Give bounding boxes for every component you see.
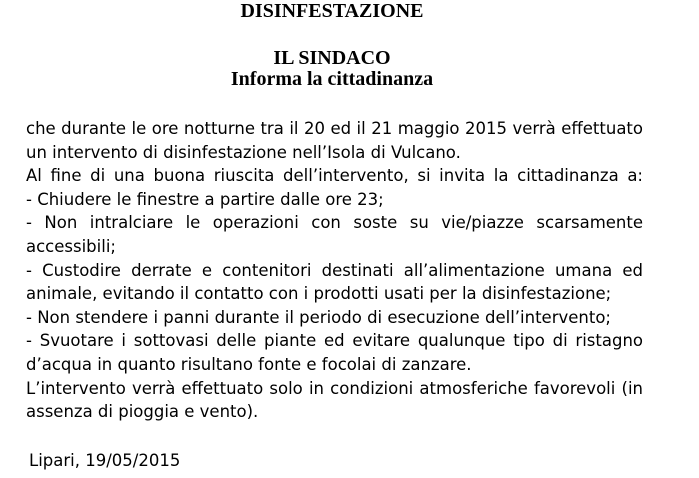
document-category-heading: DISINFESTAZIONE bbox=[240, 0, 424, 22]
intro-line-1: che durante le ore notturne tra il 20 ed il 21 maggio 2015 verrà effettuato bbox=[26, 119, 643, 138]
list-item-no-parking-line-2: accessibili; bbox=[26, 236, 116, 256]
closing-line-1: L’intervento verrà effettuato solo in condizioni atmosferiche favorevoli (in bbox=[26, 378, 643, 398]
list-item-no-laundry: - Non stendere i panni durante il periodo di esecuzione dell’intervento; bbox=[26, 307, 611, 327]
notice-body bbox=[26, 117, 643, 424]
closing-line-2: assenza di pioggia e vento). bbox=[26, 402, 259, 422]
list-item-empty-saucers-line-1: - Svuotare i sottovasi delle piante ed evitare qualunque tipo di ristagno bbox=[26, 331, 643, 351]
list-item-store-food-line-2: animale, evitando il contatto con i prodotti usati per la disinfestazione; bbox=[26, 284, 612, 304]
place-date: Lipari, 19/05/2015 bbox=[29, 451, 181, 470]
list-item-store-food-line-1: - Custodire derrate e contenitori destinati all’alimentazione umana ed bbox=[26, 260, 643, 280]
intro-line-2: un intervento di disinfestazione nell’Isola di Vulcano. bbox=[26, 142, 461, 162]
list-item-no-parking-line-1: - Non intralciare le operazioni con soste su vie/piazze scarsamente bbox=[26, 213, 643, 233]
subtitle-heading: Informa la cittadinanza bbox=[230, 68, 434, 90]
authority-heading: IL SINDACO bbox=[273, 47, 391, 69]
list-item-close-windows: - Chiudere le finestre a partire dalle ore 23; bbox=[26, 189, 384, 209]
invite-line: Al fine di una buona riuscita dell’intervento, si invita la cittadinanza a: bbox=[26, 166, 643, 186]
list-item-empty-saucers-line-2: d’acqua in quanto risultano fonte e focolai di zanzare. bbox=[26, 354, 472, 374]
